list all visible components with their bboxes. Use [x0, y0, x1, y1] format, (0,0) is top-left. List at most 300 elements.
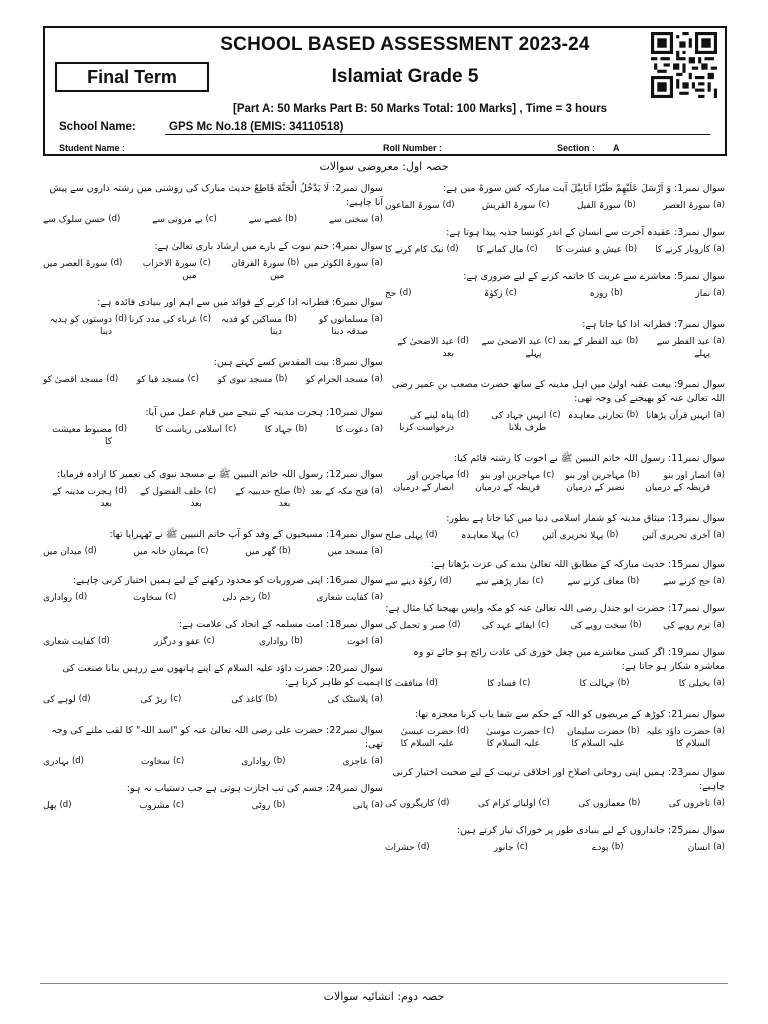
question-item — [385, 824, 725, 854]
question-item — [43, 782, 383, 812]
option-letter: (c) — [205, 214, 217, 224]
option-a[interactable] — [311, 486, 383, 510]
option-letter: (b) — [626, 410, 639, 420]
option-c[interactable] — [482, 620, 549, 632]
option-c[interactable] — [154, 636, 215, 648]
option-letter: (b) — [610, 288, 623, 298]
option-a[interactable] — [663, 576, 725, 588]
option-text: غصے سے — [248, 215, 283, 225]
option-letter: (a) — [371, 314, 383, 324]
option-letter: (a) — [713, 336, 725, 346]
question-item — [43, 662, 383, 706]
exam-title: SCHOOL BASED ASSESSMENT 2023-24 — [220, 34, 590, 55]
option-text: نیک کام کرنے کا — [385, 245, 444, 255]
option-text: بہادری — [43, 757, 69, 767]
option-c[interactable] — [494, 842, 528, 854]
option-text: اولیائے کرام کی — [477, 799, 536, 809]
option-c[interactable] — [156, 424, 237, 448]
question-text: سوال نمبر15: حدیث مبارکہ کے مطابق اللہ تعالیٰ بندے کی عزت بڑھاتا ہے: — [430, 559, 725, 570]
option-b[interactable] — [589, 288, 622, 300]
option-text: حلف الفضول کے بعد — [139, 487, 202, 509]
option-text: سختی سے — [328, 215, 369, 225]
option-b[interactable] — [213, 314, 297, 338]
question-item — [43, 618, 383, 648]
option-b[interactable] — [580, 678, 630, 690]
options-row — [43, 374, 383, 386]
option-d[interactable] — [385, 798, 449, 810]
option-a[interactable] — [316, 592, 383, 604]
question-item — [43, 356, 383, 386]
option-c[interactable] — [484, 288, 517, 300]
option-a[interactable] — [353, 800, 383, 812]
option-a[interactable] — [695, 288, 725, 300]
option-letter: (a) — [371, 214, 383, 224]
option-c[interactable] — [141, 694, 182, 706]
option-letter: (d) — [399, 288, 412, 298]
option-text: صبر و تحمل کی — [385, 621, 446, 631]
option-text: روٹی — [251, 801, 271, 811]
option-d[interactable] — [43, 258, 122, 282]
question-item — [385, 766, 725, 810]
option-letter: (b) — [295, 424, 308, 434]
option-d[interactable] — [385, 576, 452, 588]
question-text: سوال نمبر19: اگر کسی معاشرے میں چغل خوری کی عادت رائج ہو جائے تو وہ معاشرہ شکار ہو جاتا ہے: — [413, 647, 725, 672]
question-text: سوال نمبر22: حضرت علی رضی اللہ تعالیٰ عنہ کو "اسد اللہ" کا لقب ملنے کی وجہ تھی: — [51, 725, 383, 750]
roll-number-label: Roll Number : — [383, 143, 443, 153]
option-letter: (a) — [713, 620, 725, 630]
option-letter: (b) — [265, 694, 278, 704]
option-b[interactable] — [567, 576, 639, 588]
option-letter: (d) — [75, 592, 88, 602]
option-letter: (c) — [538, 200, 550, 210]
option-letter: (b) — [626, 336, 639, 346]
option-b[interactable] — [245, 546, 291, 558]
option-c[interactable] — [470, 470, 554, 494]
option-c[interactable] — [141, 756, 184, 768]
option-text: زکوٰۃ — [483, 289, 503, 299]
option-b[interactable] — [577, 200, 636, 212]
option-d[interactable] — [385, 726, 469, 750]
option-letter: (a) — [371, 756, 383, 766]
question-text: سوال نمبر13: میثاق مدینہ کو شمار اسلامی دنیا میں کیا جاتا ہے بطور: — [446, 513, 725, 524]
option-a[interactable] — [299, 314, 383, 338]
option-letter: (c) — [172, 800, 185, 810]
option-d[interactable] — [43, 694, 91, 706]
option-d[interactable] — [385, 470, 469, 494]
option-a[interactable] — [663, 620, 725, 632]
question-item — [43, 406, 383, 448]
option-letter: (b) — [627, 576, 640, 586]
option-d[interactable] — [385, 842, 430, 854]
option-text: حشرات — [385, 843, 415, 853]
option-letter: (d) — [425, 678, 438, 688]
option-a[interactable] — [655, 244, 725, 256]
header-box — [43, 26, 727, 156]
option-letter: (a) — [371, 258, 383, 268]
option-text: پلاسٹک کی — [327, 695, 369, 705]
question-text: سوال نمبر7: فطرانہ ادا کیا جاتا ہے: — [582, 319, 725, 330]
option-letter: (b) — [285, 214, 298, 224]
school-value: GPS Mc No.18 (EMIS: 34110518) — [169, 121, 344, 133]
option-d[interactable] — [385, 288, 411, 300]
option-letter: (c) — [543, 726, 555, 736]
option-text: رحم دلی — [222, 593, 256, 603]
option-letter: (d) — [417, 842, 430, 852]
option-d[interactable] — [385, 336, 469, 360]
option-a[interactable] — [328, 546, 383, 558]
option-text: حج کرنے سے — [663, 577, 711, 587]
option-d[interactable] — [385, 244, 459, 256]
options-row — [43, 800, 383, 812]
option-letter: (d) — [456, 410, 470, 420]
option-letter: (d) — [448, 620, 461, 630]
option-text: سخت رویے کی — [570, 621, 627, 631]
option-text: انصار اور بنو قریظہ کے درمیان — [645, 471, 711, 493]
question-text: سوال نمبر18: امت مسلمہ کے اتحاد کی علامت ہے: — [178, 619, 383, 630]
option-letter: (c) — [187, 374, 199, 384]
option-text: ہجرت مدینہ کے بعد — [52, 487, 112, 509]
option-text: سخاوت — [141, 757, 170, 767]
option-c[interactable] — [152, 214, 217, 226]
question-text: سوال نمبر23: ہمیں اپنی روحانی اصلاح اور اخلاقی تربیت کے لیے صحبت اختیار کرنی چاہیے: — [392, 767, 725, 792]
option-d[interactable] — [43, 374, 118, 386]
option-text: مہاجرین اور انصار کے درمیان — [393, 471, 454, 493]
option-text: اخوت — [346, 637, 369, 647]
option-a[interactable] — [663, 200, 725, 212]
option-letter: (d) — [59, 800, 72, 810]
option-text: لوہے کی — [43, 695, 76, 705]
option-letter: (a) — [713, 726, 725, 736]
question-text: سوال نمبر2: لَا یَدْخُلُ الْجَنَّةَ قَاطِعٌ حدیث مبارک کی روشنی میں رشتہ داروں سے پیش آنا چاہیے: — [49, 183, 383, 208]
option-letter: (b) — [290, 636, 303, 646]
option-c[interactable] — [478, 798, 550, 810]
options-row — [43, 756, 383, 768]
option-text: رواداری — [43, 593, 73, 603]
option-text: پہلا معاہدہ — [461, 531, 505, 541]
option-letter: (b) — [617, 678, 630, 688]
option-text: سورۃ الکوثر میں — [303, 259, 369, 269]
question-text: سوال نمبر21: کوڑھ کے مریضوں کو اللہ کے حکم سے شفا یاب کرنا معجزہ تھا: — [415, 709, 725, 720]
option-letter: (d) — [425, 530, 438, 540]
options-row — [43, 636, 383, 648]
question-text: سوال نمبر3: عقیدہ آخرت سے انسان کے اندر کونسا جذبہ پیدا ہوتا ہے: — [446, 227, 725, 238]
question-item — [385, 182, 725, 212]
option-letter: (a) — [713, 244, 725, 254]
part-one-title: حصہ اول: معروضی سوالات — [319, 160, 449, 173]
option-d[interactable] — [43, 486, 127, 510]
option-d[interactable] — [43, 756, 84, 768]
option-d[interactable] — [385, 620, 460, 632]
option-text: حضرت داؤد علیہ السلام کا — [646, 727, 711, 749]
option-a[interactable] — [641, 470, 725, 494]
option-letter: (c) — [538, 798, 550, 808]
option-c[interactable] — [461, 530, 519, 542]
question-item — [385, 270, 725, 300]
option-d[interactable] — [43, 592, 87, 604]
option-d[interactable] — [43, 214, 120, 226]
option-text: عاجزی — [342, 757, 369, 767]
option-text: سورۃ الاحزاب میں — [142, 259, 197, 281]
option-letter: (b) — [611, 842, 624, 852]
option-letter: (d) — [114, 424, 128, 434]
option-a[interactable] — [336, 424, 383, 448]
option-text: حسن سلوک سے — [43, 215, 106, 225]
question-item — [385, 558, 725, 588]
options-row — [385, 798, 725, 810]
question-text: سوال نمبر25: جانداروں کے لیے بنیادی طور پر خوراک تیار کرتے ہیں: — [456, 825, 725, 836]
options-row — [43, 694, 383, 706]
option-letter: (c) — [172, 756, 185, 766]
option-letter: (a) — [713, 576, 725, 586]
option-c[interactable] — [133, 546, 208, 558]
question-text: سوال نمبر10: ہجرت مدینہ کے نتیجے میں قیام عمل میں آیا: — [145, 407, 383, 418]
option-a[interactable] — [304, 258, 383, 282]
student-name-field[interactable] — [145, 154, 370, 155]
option-letter: (a) — [713, 288, 725, 298]
option-letter: (c) — [224, 424, 237, 434]
option-letter: (c) — [549, 410, 561, 420]
option-text: مسجد میں — [327, 547, 369, 557]
option-b[interactable] — [241, 756, 285, 768]
option-text: اسلامی ریاست کا — [155, 425, 222, 435]
option-text: سورۃ الماعون — [385, 201, 440, 211]
option-letter: (b) — [623, 200, 636, 210]
question-text: سوال نمبر12: رسول اللہ خاتم النبیین ﷺ نے مسجد نبوی کی تعمیر کا ارادہ فرمایا: — [57, 469, 383, 480]
option-c[interactable] — [133, 592, 176, 604]
option-letter: (d) — [110, 258, 123, 268]
option-a[interactable] — [646, 410, 725, 434]
option-letter: (c) — [507, 530, 519, 540]
option-letter: (c) — [199, 258, 211, 268]
option-b[interactable] — [222, 592, 270, 604]
option-text: کفایت شعاری — [43, 637, 95, 647]
option-letter: (c) — [204, 486, 217, 496]
question-text: سوال نمبر8: بیت المقدس کسے کہتے ہیں: — [213, 357, 383, 368]
option-a[interactable] — [329, 214, 383, 226]
option-d[interactable] — [43, 636, 110, 648]
option-b[interactable] — [215, 258, 299, 282]
questions-right-column — [385, 182, 725, 868]
option-d[interactable] — [43, 314, 127, 338]
option-b[interactable] — [556, 244, 637, 256]
option-text: عیش و عشرت کا — [555, 245, 623, 255]
option-b[interactable] — [259, 636, 303, 648]
option-a[interactable] — [669, 798, 725, 810]
option-text: دعوت کا — [335, 425, 369, 435]
question-text: سوال نمبر4: ختم نبوت کے بارے میں ارشاد باری تعالیٰ ہے: — [154, 241, 383, 252]
options-row — [43, 258, 383, 282]
option-text: عید الفطر سے پہلے — [656, 337, 711, 359]
question-item — [385, 708, 725, 750]
option-c[interactable] — [477, 410, 561, 434]
option-letter: (b) — [258, 592, 271, 602]
option-c[interactable] — [482, 200, 550, 212]
option-text: عفو و درگزر — [153, 637, 201, 647]
option-letter: (d) — [71, 756, 84, 766]
question-item — [385, 602, 725, 632]
question-item — [385, 318, 725, 360]
option-letter: (d) — [456, 470, 470, 480]
option-letter: (b) — [629, 620, 642, 630]
option-a[interactable] — [641, 726, 725, 750]
option-letter: (d) — [456, 726, 470, 736]
roll-number-field[interactable] — [445, 154, 550, 155]
options-row — [385, 288, 725, 300]
option-b[interactable] — [217, 374, 287, 386]
option-letter: (b) — [273, 800, 286, 810]
options-row — [385, 410, 725, 434]
option-letter: (b) — [293, 486, 306, 496]
options-row — [43, 546, 383, 558]
option-letter: (a) — [713, 678, 725, 688]
option-text: مہاجرین اور بنو نضیر کے درمیان — [565, 471, 625, 493]
options-row — [385, 842, 725, 854]
student-row — [45, 140, 725, 156]
option-b[interactable] — [249, 214, 298, 226]
option-text: عید الاضحیٰ سے پہلے — [481, 337, 542, 359]
option-letter: (a) — [713, 410, 725, 420]
option-letter: (a) — [713, 842, 725, 852]
option-a[interactable] — [347, 636, 383, 648]
option-text: غرباء کی مدد کرنا — [129, 315, 197, 325]
option-a[interactable] — [642, 530, 725, 542]
option-b[interactable] — [252, 800, 286, 812]
option-d[interactable] — [385, 410, 469, 434]
option-text: نرم رویے کی — [663, 621, 711, 631]
option-letter: (a) — [371, 592, 383, 602]
option-d[interactable] — [43, 800, 72, 812]
question-item — [43, 468, 383, 510]
option-letter: (d) — [97, 636, 110, 646]
option-text: کاروبار کرنے کا — [655, 245, 711, 255]
option-b[interactable] — [231, 694, 277, 706]
option-d[interactable] — [385, 530, 438, 542]
option-letter: (a) — [371, 636, 383, 646]
option-letter: (c) — [543, 470, 555, 480]
option-b[interactable] — [556, 726, 640, 750]
option-text: حضرت موسیٰ علیہ السلام کا — [485, 727, 541, 749]
option-letter: (d) — [108, 214, 121, 224]
option-a[interactable] — [679, 678, 725, 690]
option-letter: (a) — [371, 800, 383, 810]
option-c[interactable] — [476, 576, 544, 588]
option-letter: (a) — [371, 486, 383, 496]
option-a[interactable] — [306, 374, 383, 386]
option-text: حج — [385, 289, 397, 299]
option-b[interactable] — [592, 842, 623, 854]
option-text: مسجد نبوی کو — [217, 375, 273, 385]
option-b[interactable] — [265, 424, 308, 448]
option-b[interactable] — [542, 530, 618, 542]
question-item — [43, 240, 383, 282]
section-field[interactable] — [607, 154, 717, 155]
section-label: Section : — [557, 143, 596, 153]
option-text: نماز پڑھنے سے — [475, 577, 530, 587]
option-text: مسلمانوں کو صدقہ دینا — [318, 315, 369, 337]
option-letter: (a) — [371, 424, 383, 434]
option-c[interactable] — [470, 726, 554, 750]
option-a[interactable] — [327, 694, 383, 706]
question-text: سوال نمبر9: بیعت عقبہ اولیٰ میں اہل مدینہ کے ساتھ حضرت مصعب بن عمیر رضی اللہ تعالیٰ عنہ کو بھیجنے کی وجہ تھی: — [391, 379, 725, 404]
question-text: سوال نمبر17: حضرت ابو جندل رضی اللہ تعالیٰ عنہ کو مکہ واپس بھیجنا کیا مثال ہے: — [385, 603, 725, 614]
option-text: مساکین کو فدیہ دینا — [221, 315, 282, 337]
option-text: روزہ — [589, 289, 608, 299]
option-text: جہالت کا — [579, 679, 615, 689]
option-a[interactable] — [688, 842, 725, 854]
option-text: بے مروتی سے — [152, 215, 203, 225]
option-d[interactable] — [385, 200, 455, 212]
option-b[interactable] — [568, 410, 638, 434]
option-text: فتح مکہ کے بعد — [310, 487, 369, 497]
option-b[interactable] — [221, 486, 305, 510]
option-letter: (a) — [713, 470, 725, 480]
option-text: معاف کرنے سے — [567, 577, 625, 587]
question-item — [43, 574, 383, 604]
option-text: مسجد الحرام کو — [306, 375, 369, 385]
option-letter: (d) — [114, 314, 128, 324]
option-text: جہاد کا — [264, 425, 293, 435]
option-c[interactable] — [137, 374, 199, 386]
option-text: جانور — [493, 843, 514, 853]
option-letter: (d) — [437, 798, 450, 808]
option-d[interactable] — [385, 678, 438, 690]
option-text: نماز — [695, 289, 711, 299]
option-text: معماروں کی — [578, 799, 626, 809]
option-text: مسجد اقصیٰ کو — [43, 375, 104, 385]
option-c[interactable] — [129, 314, 211, 338]
option-c[interactable] — [139, 800, 184, 812]
option-a[interactable] — [641, 336, 725, 360]
option-letter: (b) — [284, 314, 297, 324]
options-row — [385, 620, 725, 632]
option-c[interactable] — [487, 678, 530, 690]
options-row — [385, 678, 725, 690]
option-text: میدان میں — [43, 547, 82, 557]
option-b[interactable] — [571, 620, 642, 632]
option-text: ربڑ کی — [140, 695, 168, 705]
option-text: سورۃ الفیل — [576, 201, 621, 211]
questions-left-column — [43, 182, 383, 826]
question-text: سوال نمبر16: اپنی ضروریات کو محدود رکھنے کے لیے ہمیں اختیار کرنی چاہیے: — [72, 575, 383, 586]
option-text: انہیں قرآن پڑھانا — [646, 411, 711, 421]
question-text: سوال نمبر11: رسول اللہ خاتم النبیین ﷺ نے اخوت کا رشتہ قائم کیا: — [453, 453, 725, 464]
option-letter: (c) — [544, 336, 556, 346]
option-letter: (d) — [442, 200, 455, 210]
option-text: انہیں جہاد کی طرف بلانا — [491, 411, 547, 433]
option-c[interactable] — [477, 244, 538, 256]
options-row — [385, 726, 725, 750]
option-text: انسان — [687, 843, 711, 853]
option-text: مہاجرین اور بنو قریظہ کے درمیان — [475, 471, 541, 493]
option-b[interactable] — [578, 798, 640, 810]
option-c[interactable] — [132, 486, 216, 510]
option-d[interactable] — [43, 424, 127, 448]
option-letter: (d) — [456, 336, 469, 346]
option-d[interactable] — [43, 546, 97, 558]
option-c[interactable] — [472, 336, 556, 360]
option-b[interactable] — [556, 470, 640, 494]
option-b[interactable] — [559, 336, 639, 360]
question-item — [43, 528, 383, 558]
question-text: سوال نمبر14: مسیحیوں کے وفد کو آپ خاتم النبیین ﷺ نے ٹھہرایا تھا: — [109, 529, 383, 540]
question-text: سوال نمبر5: معاشرے سے غربت کا خاتمہ کرنے کے لیے ضروری ہے: — [463, 271, 725, 282]
school-underline — [165, 134, 710, 135]
option-c[interactable] — [127, 258, 211, 282]
options-row — [385, 200, 725, 212]
option-text: سخاوت — [133, 593, 163, 603]
option-letter: (b) — [627, 726, 640, 736]
option-a[interactable] — [342, 756, 383, 768]
